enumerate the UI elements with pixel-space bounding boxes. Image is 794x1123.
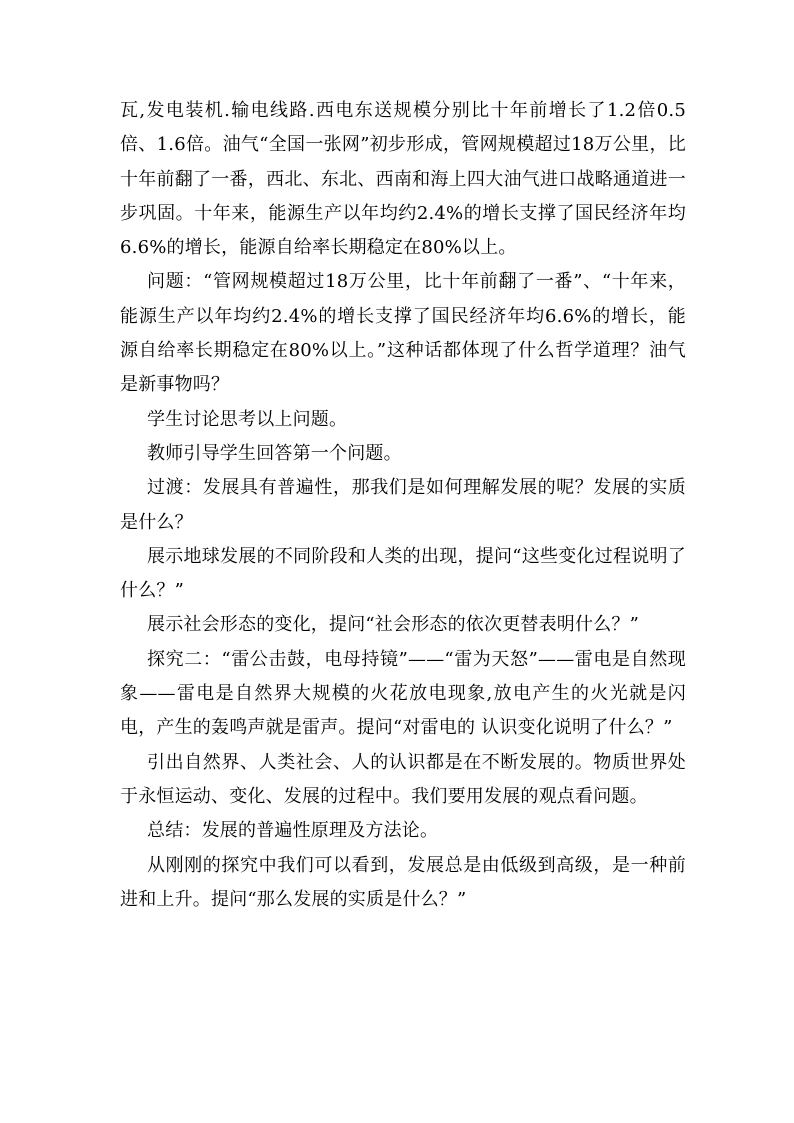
paragraph-question: 问题：“管网规模超过18万公里，比十年前翻了一番”、“十年来，能源生产以年均约2.4%的增长支撑了国民经济年均6.6%的增长，能源自给率长期稳定在80%以上。”这种话都体现了什么哲学道理？油气是新事物吗？ <box>120 271 686 396</box>
document-page <box>120 94 686 917</box>
paragraph-student-discussion: 学生讨论思考以上问题。 <box>147 408 348 430</box>
paragraph-energy-development: 瓦,发电装机.输电线路.西电东送规模分别比十年前增长了1.2倍0.5倍、1.6倍。油气“全国一张网”初步形成，管网规模超过18万公里，比十年前翻了一番，西北、东北、西南和海上四大油气进口战略通道进一步巩固。十年来，能源生产以年均约2.4%的增长支撑了国民经济年均6.6%的增长，能源自给率长期稳定在80%以上。 <box>120 100 686 259</box>
paragraph-social-forms: 展示社会形态的变化，提问“社会形态的依次更替表明什么？” <box>147 614 640 636</box>
paragraph-summary: 总结：发展的普遍性原理及方法论。 <box>147 820 439 842</box>
paragraph-transition: 过渡：发展具有普遍性，那我们是如何理解发展的呢？发展的实质是什么？ <box>120 477 686 533</box>
paragraph-inquiry-two: 探究二：“雷公击鼓，电母持镜”——“雷为天怒”——雷电是自然现象——雷电是自然界大规模的火花放电现象,放电产生的火光就是闪电，产生的轰鸣声就是雷声。提问“对雷电的 认识变化说明了什么？” <box>120 648 686 739</box>
paragraph-conclusion-development: 引出自然界、人类社会、人的认识都是在不断发展的。物质世界处于永恒运动、变化、发展的过程中。我们要用发展的观点看问题。 <box>120 751 686 807</box>
paragraph-essence-question: 从刚刚的探究中我们可以看到，发展总是由低级到高级，是一种前进和上升。提问“那么发展的实质是什么？” <box>120 854 686 910</box>
paragraph-teacher-guidance: 教师引导学生回答第一个问题。 <box>147 442 402 464</box>
paragraph-earth-stages: 展示地球发展的不同阶段和人类的出现，提问“这些变化过程说明了什么？” <box>120 545 686 602</box>
